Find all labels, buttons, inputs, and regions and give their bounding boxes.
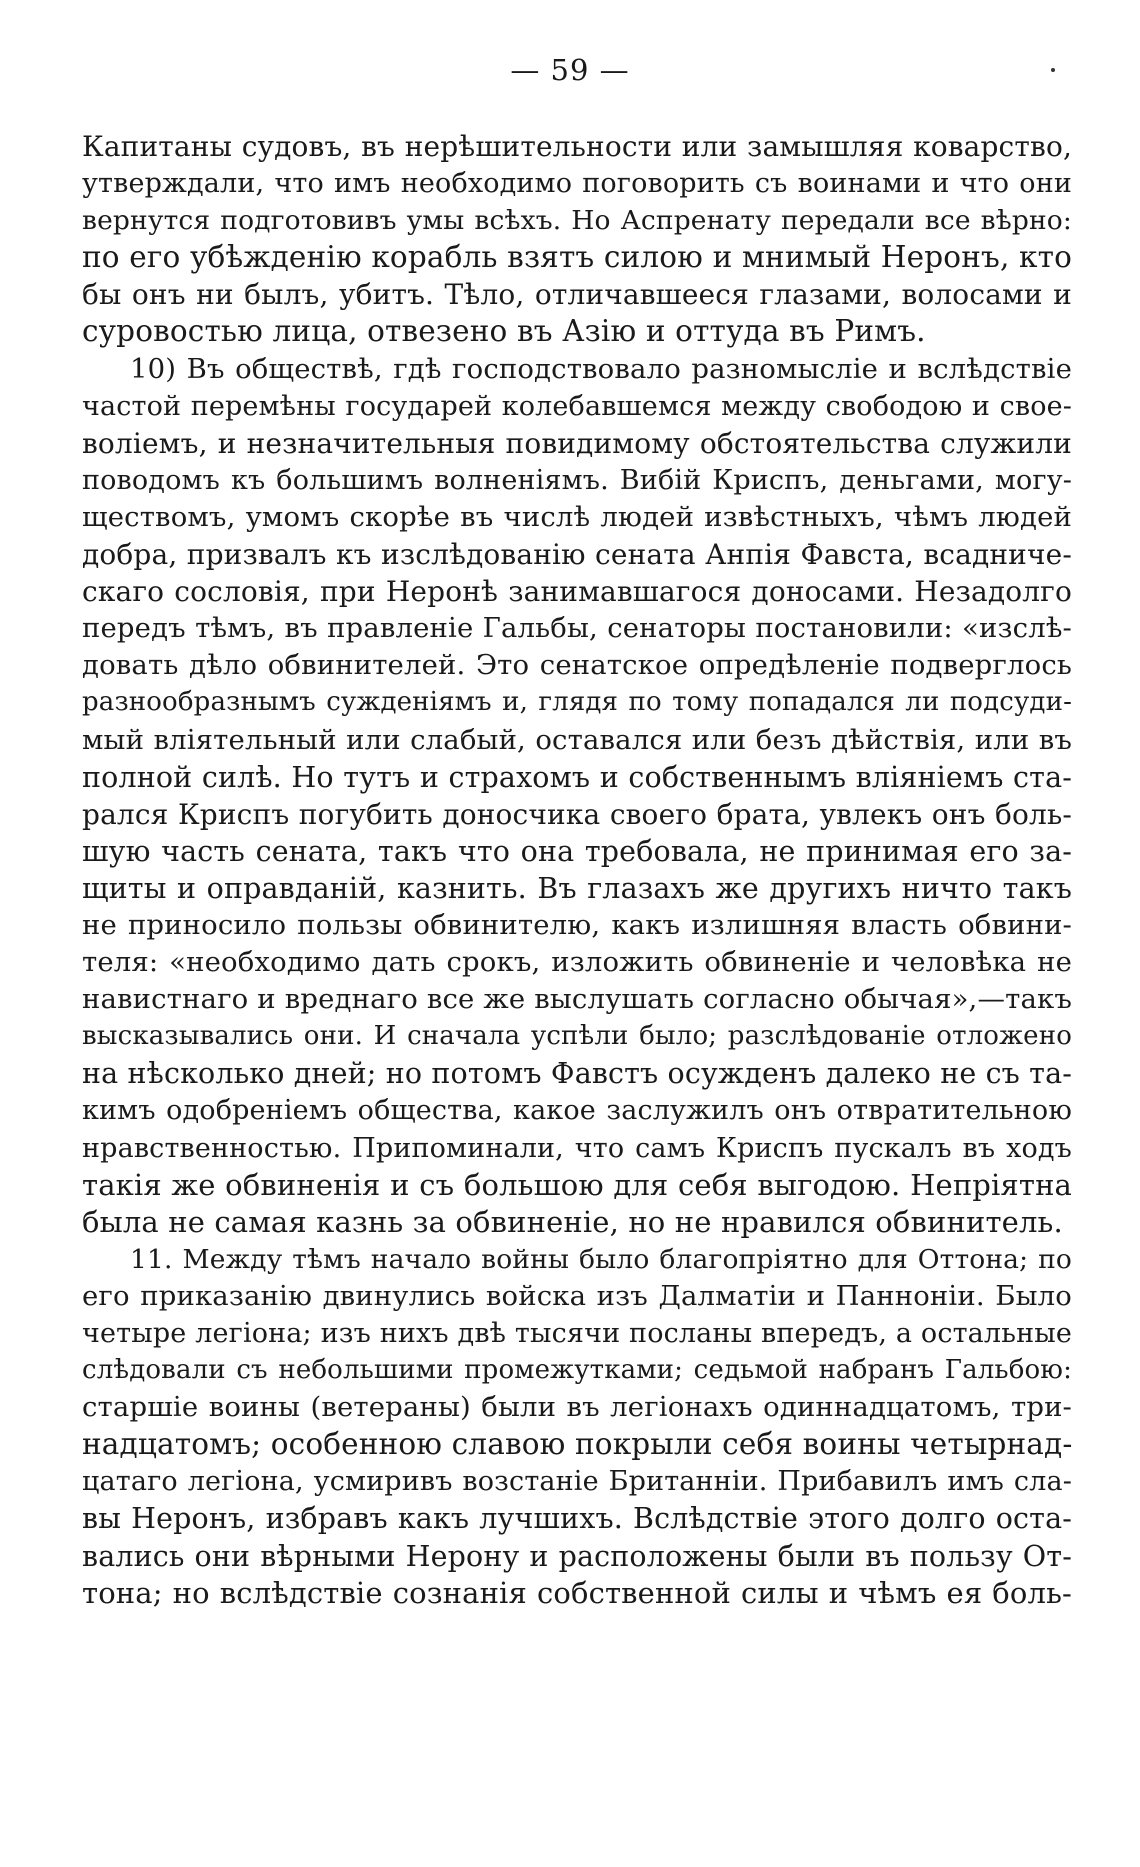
text-line: Капитаны судовъ, въ нерѣшительности или замышляя коварство, <box>82 130 1072 163</box>
text-line: была не самая казнь за обвиненіе, но не нравился обвинитель. <box>82 1204 1063 1239</box>
text-line: старшіе воины (ветераны) были въ легіонахъ одиннадцатомъ, три- <box>82 1391 1072 1424</box>
text-line: по его убѣжденію корабль взятъ силою и мнимый Неронъ, кто <box>82 240 1072 275</box>
text-line: скаго сословія, при Неронѣ занимавшагося доносами. Незадолго <box>82 575 1072 609</box>
text-line: кимъ одобреніемъ общества, какое заслужилъ онъ отвратительною <box>82 1095 1072 1127</box>
text-line: поводомъ къ большимъ волненіямъ. Вибій Криспъ, деньгами, могу- <box>82 464 1072 496</box>
text-line: навистнаго и вреднаго все же выслушать согласно обычая»,—такъ <box>82 983 1072 1016</box>
text-line: рался Криспъ погубить доносчика своего брата, увлекъ онъ боль- <box>82 797 1072 831</box>
text-line: не приносило пользы обвинителю, какъ излишняя власть обвини- <box>82 908 1072 941</box>
text-line: вы Неронъ, избравъ какъ лучшихъ. Вслѣдствіе этого долго оста- <box>82 1502 1072 1536</box>
text-line: ществомъ, умомъ скорѣе въ числѣ людей извѣстныхъ, чѣмъ людей <box>82 500 1072 533</box>
text-line: теля: «необходимо дать срокъ, изложить обвиненіе и человѣка не <box>82 946 1072 979</box>
text-line: полной силѣ. Но тутъ и страхомъ и собственнымъ вліяніемъ ста- <box>82 760 1072 794</box>
text-line: такія же обвиненія и съ большою для себя выгодою. Непріятна <box>82 1167 1072 1202</box>
text-line: вернутся подготовивъ умы всѣхъ. Но Аспренату передали все вѣрно: <box>82 205 1072 237</box>
page-number: — 59 — <box>510 53 630 87</box>
text-line: довать дѣло обвинителей. Это сенатское опредѣленіе подверглось <box>82 649 1072 682</box>
text-line: на нѣсколько дней; но потомъ Фавстъ осужденъ далеко не съ та- <box>82 1057 1073 1091</box>
text-line: передъ тѣмъ, въ правленіе Гальбы, сенаторы постановили: «изслѣ- <box>82 612 1072 645</box>
text-line: воліемъ, и незначительныя повидимому обстоятельства служили <box>82 426 1072 460</box>
text-line: щиты и оправданій, казнить. Въ глазахъ же другихъ ничто такъ <box>82 871 1072 905</box>
body-text <box>82 128 1072 1612</box>
ink-dot-mark <box>1051 68 1055 72</box>
text-line: надцатомъ; особенною славою покрыли себя воины четырнад- <box>82 1427 1073 1462</box>
text-line: 10) Въ обществѣ, гдѣ господствовало разномысліе и вслѣдствіе <box>130 352 1072 385</box>
text-line: высказывались они. И сначала успѣли было; разслѣдованіе отложено <box>82 1021 1072 1052</box>
text-line: суровостью лица, отвезено въ Азію и оттуда въ Римъ. <box>82 314 926 349</box>
text-line: 11. Между тѣмъ начало войны было благопріятно для Оттона; по <box>130 1243 1072 1275</box>
text-line: его приказанію двинулись войска изъ Далматіи и Панноніи. Было <box>82 1279 1072 1312</box>
text-line: слѣдовали съ небольшими промежутками; седьмой набранъ Гальбою: <box>82 1355 1072 1386</box>
text-line: утверждали, что имъ необходимо поговорить съ воинами и что они <box>82 168 1072 200</box>
text-line: частой перемѣны государей колебавшемся между свободою и свое- <box>82 390 1072 422</box>
text-line: нравственностью. Припоминали, что самъ Криспъ пускалъ въ ходъ <box>82 1132 1072 1164</box>
text-line: тона; но вслѣдствіе сознанія собственной силы и чѣмъ ея боль- <box>82 1575 1072 1610</box>
text-line: цатаго легіона, усмиривъ возстаніе Британніи. Прибавилъ имъ сла- <box>82 1466 1072 1498</box>
text-line: добра, призвалъ къ изслѣдованію сената Анпія Фавста, всадниче- <box>82 538 1072 572</box>
text-line: бы онъ ни былъ, убитъ. Тѣло, отличавшееся глазами, волосами и <box>82 278 1072 312</box>
text-line: мый вліятельный или слабый, оставался или безъ дѣйствія, или въ <box>82 723 1072 756</box>
text-line: четыре легіона; изъ нихъ двѣ тысячи посланы впередъ, а остальные <box>82 1318 1072 1349</box>
text-line: вались они вѣрными Нерону и расположены были въ пользу От- <box>82 1539 1072 1573</box>
text-line: шую часть сената, такъ что она требовала, не принимая его за- <box>82 834 1072 868</box>
text-line: разнообразнымъ сужденіямъ и, глядя по тому попадался ли подсуди- <box>82 687 1072 718</box>
